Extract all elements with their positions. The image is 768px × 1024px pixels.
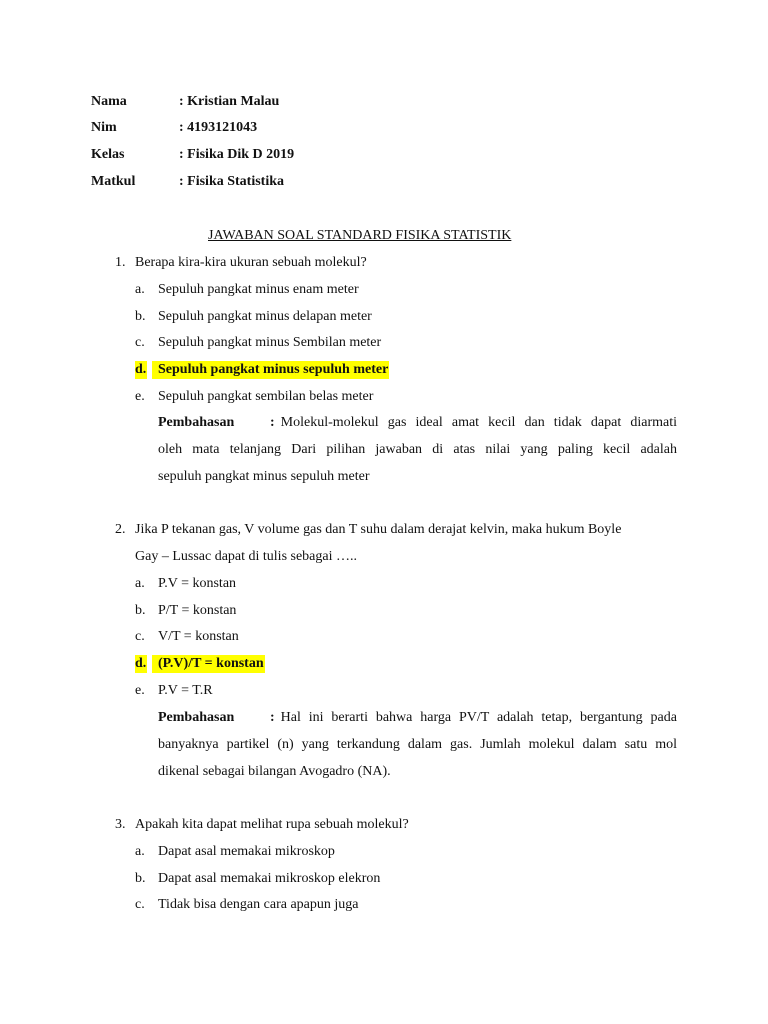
pembahasan-text: banyaknya partikel (n) yang terkandung dalam gas. Jumlah molekul dalam satu mol bbox=[158, 737, 677, 752]
option-text: Dapat asal memakai mikroskop elekron bbox=[158, 871, 381, 886]
header-value-nim: : 4193121043 bbox=[179, 120, 258, 135]
question-text: Berapa kira-kira ukuran sebuah molekul? bbox=[135, 255, 367, 270]
pembahasan-text: Molekul-molekul gas ideal amat kecil dan tidak dapat diarmati bbox=[280, 415, 677, 430]
answer-letter-highlight: d. bbox=[135, 656, 147, 671]
option-letter: a. bbox=[135, 576, 145, 591]
header-value-kelas: : Fisika Dik D 2019 bbox=[179, 147, 295, 162]
option-letter: a. bbox=[135, 844, 145, 859]
option-letter: c. bbox=[135, 897, 145, 912]
pembahasan-text: Hal ini berarti bahwa harga PV/T adalah tetap, bergantung pada bbox=[280, 710, 677, 725]
option-letter: e. bbox=[135, 683, 145, 698]
option-letter: b. bbox=[135, 871, 146, 886]
header-value-nama: : Kristian Malau bbox=[179, 94, 280, 109]
pembahasan-text: dikenal sebagai bilangan Avogadro (NA). bbox=[158, 764, 391, 779]
document-title: JAWABAN SOAL STANDARD FISIKA STATISTIK bbox=[208, 228, 512, 243]
header-label-nama: Nama bbox=[91, 94, 127, 109]
header-label-kelas: Kelas bbox=[91, 147, 125, 162]
question-text: Jika P tekanan gas, V volume gas dan T suhu dalam derajat kelvin, maka hukum Boyle bbox=[135, 522, 622, 537]
pembahasan-colon: : bbox=[270, 415, 275, 430]
pembahasan-label: Pembahasan bbox=[158, 415, 235, 430]
question-text: Apakah kita dapat melihat rupa sebuah molekul? bbox=[135, 817, 409, 832]
header-value-matkul: : Fisika Statistika bbox=[179, 174, 285, 189]
answer-text-highlight: Sepuluh pangkat minus sepuluh meter bbox=[152, 361, 389, 379]
question-number: 1. bbox=[115, 255, 126, 270]
option-text: P.V = konstan bbox=[158, 576, 237, 591]
option-text: V/T = konstan bbox=[158, 629, 239, 644]
option-text: P.V = T.R bbox=[158, 683, 213, 698]
option-letter: e. bbox=[135, 389, 145, 404]
option-letter: b. bbox=[135, 603, 146, 618]
pembahasan-block bbox=[158, 709, 677, 790]
pembahasan-line bbox=[158, 414, 677, 441]
option-text: Sepuluh pangkat minus delapan meter bbox=[158, 309, 372, 324]
pembahasan-block bbox=[158, 414, 677, 495]
option-letter: c. bbox=[135, 335, 145, 350]
option-text: Sepuluh pangkat minus enam meter bbox=[158, 282, 359, 297]
option-text: Sepuluh pangkat minus Sembilan meter bbox=[158, 335, 382, 350]
pembahasan-text: sepuluh pangkat minus sepuluh meter bbox=[158, 469, 370, 484]
pembahasan-colon: : bbox=[270, 710, 275, 725]
header-label-matkul: Matkul bbox=[91, 174, 136, 189]
question-text: Gay – Lussac dapat di tulis sebagai ….. bbox=[135, 549, 358, 564]
option-text: Tidak bisa dengan cara apapun juga bbox=[158, 897, 359, 912]
pembahasan-line bbox=[158, 709, 677, 736]
pembahasan-text: oleh mata telanjang Dari pilihan jawaban di atas nilai yang paling kecil adalah bbox=[158, 442, 677, 457]
answer-letter-highlight: d. bbox=[135, 362, 147, 377]
option-letter: c. bbox=[135, 629, 145, 644]
option-letter: a. bbox=[135, 282, 145, 297]
header-label-nim: Nim bbox=[91, 120, 117, 135]
option-text: P/T = konstan bbox=[158, 603, 237, 618]
option-letter: b. bbox=[135, 309, 146, 324]
option-text: Sepuluh pangkat sembilan belas meter bbox=[158, 389, 374, 404]
option-text: Dapat asal memakai mikroskop bbox=[158, 844, 335, 859]
question-number: 2. bbox=[115, 522, 126, 537]
answer-text-highlight: (P.V)/T = konstan bbox=[152, 655, 265, 673]
question-number: 3. bbox=[115, 817, 126, 832]
pembahasan-label: Pembahasan bbox=[158, 710, 235, 725]
